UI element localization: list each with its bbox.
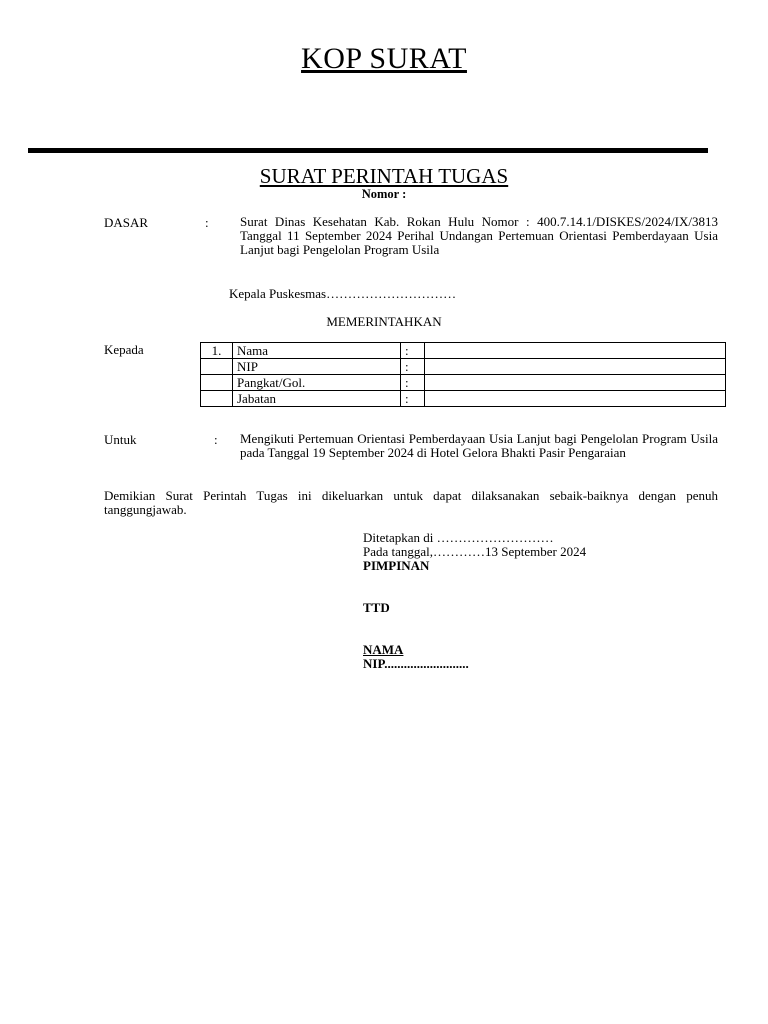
field-colon: : [401, 391, 425, 407]
dasar-colon: : [205, 215, 209, 230]
field-label: Nama [233, 343, 401, 359]
pimpinan-title: PIMPINAN [363, 558, 430, 573]
untuk-text: Mengikuti Pertemuan Orientasi Pemberdayaan Usia Lanjut bagi Pengelolan Program Usila pada Tanggal 19 September 2024 di Hotel Gelora Bhakti Pasir Pengaraian [240, 431, 718, 460]
table-row [201, 375, 726, 391]
signatory-nip: NIP.......................... [363, 656, 469, 671]
field-label: NIP [233, 359, 401, 375]
field-colon: : [401, 343, 425, 359]
signature-placeholder: TTD [363, 600, 390, 615]
pada-tanggal: Pada tanggal,…………13 September 2024 [363, 544, 587, 559]
field-colon: : [401, 375, 425, 391]
kepada-label: Kepada [104, 342, 144, 357]
document-title: SURAT PERINTAH TUGAS [259, 164, 509, 188]
table-row [201, 343, 726, 359]
untuk-colon: : [214, 432, 218, 447]
row-number: 1. [201, 343, 233, 359]
row-number [201, 391, 233, 407]
letterhead-title: KOP SURAT [301, 42, 467, 75]
field-colon: : [401, 359, 425, 375]
dasar-label: DASAR [104, 215, 149, 230]
signatory-name: NAMA [363, 642, 404, 657]
row-number [201, 375, 233, 391]
letterhead-divider [28, 148, 708, 153]
table-row [201, 359, 726, 375]
field-value [425, 375, 726, 391]
field-value [425, 391, 726, 407]
dasar-text: Surat Dinas Kesehatan Kab. Rokan Hulu Nomor : 400.7.14.1/DISKES/2024/IX/3813 Tanggal 11 September 2024 Perihal Undangan Pertemuan Orientasi Pemberdayaan Usia Lanjut bagi Pengelolan Program Usila [240, 214, 718, 257]
kepala-puskesmas: Kepala Puskesmas………………………… [229, 286, 457, 301]
table-row [201, 391, 726, 407]
field-value [425, 359, 726, 375]
field-value [425, 343, 726, 359]
field-label: Jabatan [233, 391, 401, 407]
memerintahkan-heading: MEMERINTAHKAN [326, 314, 442, 329]
row-number [201, 359, 233, 375]
untuk-label: Untuk [104, 432, 137, 447]
field-label: Pangkat/Gol. [233, 375, 401, 391]
closing-paragraph: Demikian Surat Perintah Tugas ini dikeluarkan untuk dapat dilaksanakan sebaik-baiknya dengan penuh tanggungjawab. [104, 488, 718, 517]
document-number: Nomor : [361, 187, 407, 201]
kepada-table [200, 342, 726, 407]
ditetapkan-di: Ditetapkan di ……………………… [363, 530, 554, 545]
